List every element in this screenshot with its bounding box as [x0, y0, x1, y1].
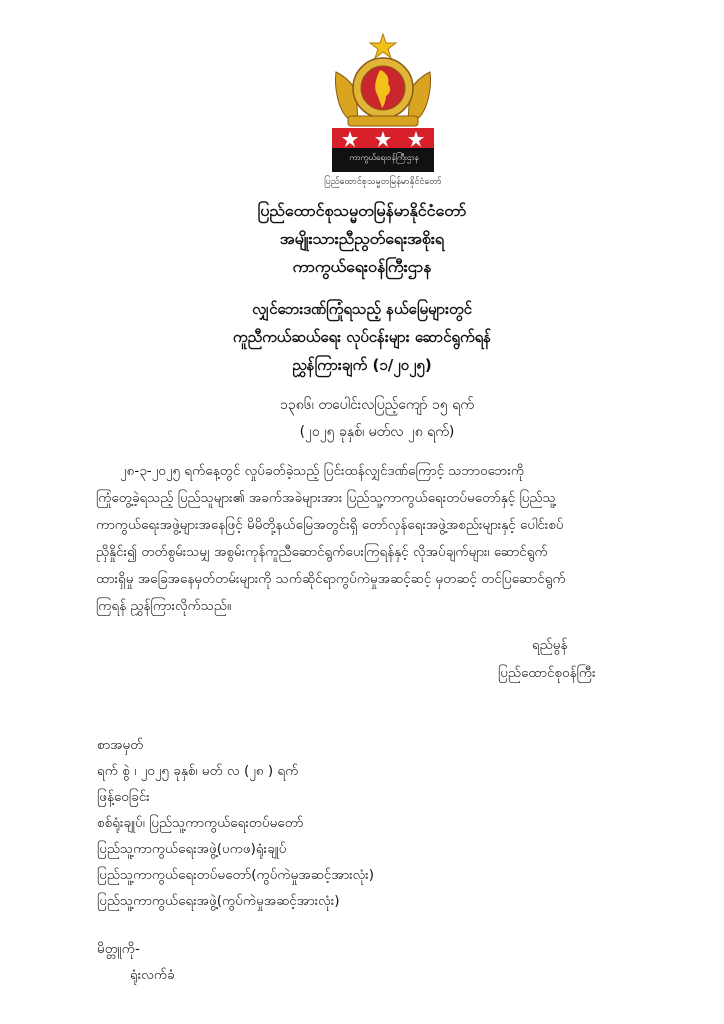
body-line: ထားရှိမှု အခြေအနေမှတ်တမ်းများကို သက်ဆိုင်ရာကွပ်ကဲမှုအဆင့်ဆင့် မှတဆင့် တင်ပြဆောင်ရွက်	[96, 571, 566, 587]
distribution-item: ပြည်သူ့ကာကွယ်ရေးတပ်မတော်(ကွပ်ကဲမှုအဆင့်အားလုံး)	[97, 867, 374, 883]
date-gregorian: (၂၀၂၅ ခုနှစ်၊ မတ်လ ၂၈ ရက်)	[299, 424, 455, 440]
body-line: ညှိနှိုင်း၍ တတ်စွမ်းသမျှ အစွမ်းကုန်ကူညီဆောင်ရွက်ပေးကြရန်နှင့် လိုအပ်ချက်များ၊ ဆောင်ရွက်	[96, 544, 548, 560]
directive-body	[96, 458, 626, 620]
distribution-item: စစ်ရုံးချုပ်၊ ပြည်သူ့ကာကွယ်ရေးတပ်မတော်	[97, 815, 304, 831]
body-line: ကာကွယ်ရေးအဖွဲ့များအနေဖြင့် မိမိတို့နယ်မြေအတွင်းရှိ တော်လှန်ရေးအဖွဲ့အစည်းများနှင့် ပေါင်းစပ်	[96, 517, 564, 533]
subject-line-2: ကူညီကယ်ဆယ်ရေး လုပ်ငန်းများ ဆောင်ရွက်ရန်	[232, 328, 492, 346]
copy-item: ရုံးလက်ခံ	[130, 967, 175, 983]
distribution-label: ဖြန့်ဝေခြင်း	[97, 789, 150, 805]
distribution-item: ပြည်သူ့ကာကွယ်ရေးအဖွဲ့(ပကဖ)ရုံးချုပ်	[97, 841, 287, 857]
date-myanmar: ၁၃၈၆၊ တပေါင်းလပြည့်ကျော် ၁၅ ရက်	[280, 397, 474, 413]
header-ministry: ကာကွယ်ရေးဝန်ကြီးဌာန	[292, 257, 432, 276]
header-government: အမျိုးသားညီညွတ်ရေးအစိုးရ	[279, 229, 445, 248]
body-line: ၂၈-၃-၂၀၂၅ ရက်နေ့တွင် လှုပ်ခတ်ခဲ့သည့် ပြင်းထန်လျှင်ဒဏ်ကြောင့် သဘာဝဘေးကို	[120, 463, 525, 479]
reference-date: ရက် စွဲ ၊ ၂၀၂၅ ခုနှစ်၊ မတ် လ (၂၈ ) ရက်	[97, 763, 299, 779]
copy-label: မိတ္တူကို-	[97, 941, 140, 957]
emblem-caption: ပြည်ထောင်စုသမ္မတမြန်မာနိုင်ငံတော်	[324, 177, 442, 187]
signatory-name: ရည်မွန်	[532, 637, 568, 653]
emblem-band-text: ကာကွယ်ရေးဝန်ကြီးဌာန	[349, 153, 419, 162]
signatory-title: ပြည်ထောင်စုဝန်ကြီး	[498, 665, 596, 681]
distribution-item: ပြည်သူ့ကာကွယ်ရေးအဖွဲ့(ကွပ်ကဲမှုအဆင့်အားလုံး)	[97, 893, 340, 909]
body-line: ကြရန် ညွှန်ကြားလိုက်သည်။	[96, 598, 232, 614]
reference-label: စာအမှတ်	[97, 737, 144, 753]
subject-line-3: ညွှန်ကြားချက် (၁/၂၀၂၅)	[292, 356, 432, 374]
header-country: ပြည်ထောင်စုသမ္မတမြန်မာနိုင်ငံတော်	[257, 201, 467, 220]
body-line: ကြုံတွေ့ခဲ့ရသည့် ပြည်သူများ၏ အခက်အခဲများအား ပြည်သူ့ကာကွယ်ရေးတပ်မတော်နှင့် ပြည်သူ့	[96, 490, 556, 506]
ministry-emblem	[330, 32, 436, 192]
subject-line-1: လျှင်ဘေးဒဏ်ကြုံရသည့် နယ်မြေများတွင်	[252, 300, 472, 318]
